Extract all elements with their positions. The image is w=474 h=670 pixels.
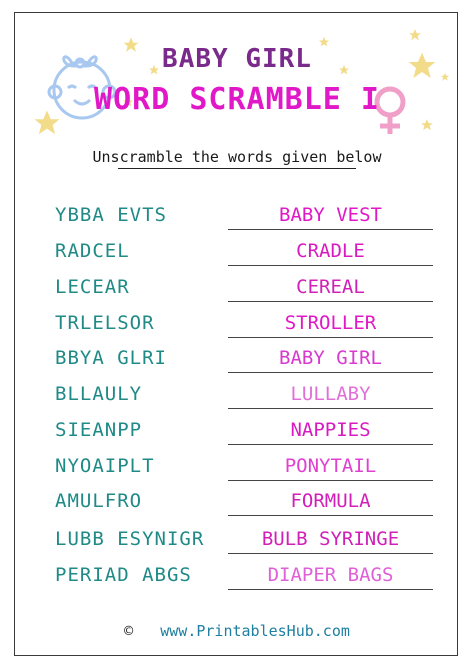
answer-word: BABY GIRL [279,347,382,369]
word-row [0,312,474,344]
answer-line [228,553,433,554]
answer-word: LULLABY [290,383,371,405]
scrambled-word: YBBA EVTS [55,204,167,226]
answer-word: DIAPER BAGS [267,564,394,586]
answer-word: BABY VEST [279,204,382,226]
scrambled-word: PERIAD ABGS [55,564,192,586]
word-row [0,528,474,560]
word-row [0,455,474,487]
title-line-2: WORD SCRAMBLE I [94,82,380,117]
scrambled-word: BLLAULY [55,383,143,405]
word-row [0,347,474,379]
answer-line [228,265,433,266]
answer-line [228,337,433,338]
answer-line [228,480,433,481]
answer-line [228,444,433,445]
scrambled-word: RADCEL [55,240,130,262]
copyright-symbol: © [124,622,134,640]
word-row [0,419,474,451]
answer-line [228,229,433,230]
answer-line [228,301,433,302]
star-icon [408,28,422,42]
title-line-1: BABY GIRL [162,44,312,74]
answer-word: FORMULA [290,490,371,512]
scrambled-word: AMULFRO [55,490,143,512]
answer-line [228,589,433,590]
word-row [0,383,474,415]
answer-word: PONYTAIL [284,455,377,477]
answer-line [228,372,433,373]
footer-site-link[interactable]: www.PrintablesHub.com [160,622,350,640]
scrambled-word: LUBB ESYNIGR [55,528,205,550]
star-icon [420,118,434,132]
scrambled-word: BBYA GLRI [55,347,167,369]
answer-word: BULB SYRINGE [261,528,400,550]
answer-word: CRADLE [296,240,365,262]
scrambled-word: TRLELSOR [55,312,155,334]
word-row [0,240,474,272]
instructions: Unscramble the words given below [92,148,382,166]
scrambled-word: SIEANPP [55,419,143,441]
word-row [0,204,474,236]
answer-line [228,515,433,516]
word-row [0,564,474,596]
word-row [0,276,474,308]
answer-word: CEREAL [296,276,365,298]
footer [0,622,474,640]
answer-line [228,408,433,409]
scrambled-word: NYOAIPLT [55,455,155,477]
instructions-underline [118,168,356,169]
scrambled-word: LECEAR [55,276,130,298]
answer-word: STROLLER [284,312,377,334]
word-row [0,490,474,522]
answer-word: NAPPIES [290,419,371,441]
